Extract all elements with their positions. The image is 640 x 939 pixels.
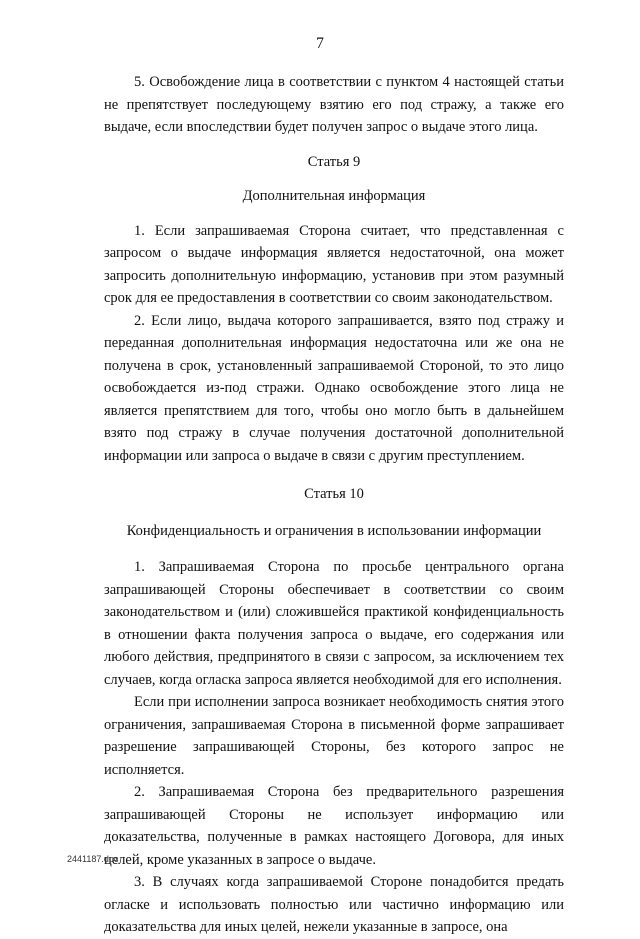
page-number: 7 (316, 35, 324, 52)
document-body (104, 71, 564, 939)
article9-paragraph-1: 1. Если запрашиваемая Сторона считает, что представленная с запросом о выдаче информация является недостаточной, она может запросить дополнительную информацию, установив при этом разумный срок для ее предоставления в соответствии со своим законодательством. (104, 222, 564, 306)
article9-title: Статья 9 (307, 153, 361, 170)
article10-title: Статья 10 (304, 486, 364, 502)
article10-paragraph-3: 3. В случаях когда запрашиваемой Стороне понадобится предать огласке и использовать полностью или частично информацию или доказательства для иных целей, нежели указанные в запросе, она (104, 874, 564, 935)
article10-subtitle: Конфиденциальность и ограничения в использовании информации (126, 522, 542, 539)
article10-paragraph-1: 1. Запрашиваемая Сторона по просьбе центрального органа запрашивающей Стороны обеспечивает в соответствии со своим законодательством и (или) сложившейся практикой конфиденциальность в отношении факта получения запроса о выдаче, его содержания или любого действия, предпринятого в связи с запросом, за исключением тех случаев, когда огласка запроса является необходимой для его исполнения. (104, 559, 564, 688)
article9-paragraph-2: 2. Если лицо, выдача которого запрашивается, взято под стражу и переданная дополнительная информация недостаточна или же она не получена в срок, установленный запрашиваемой Стороной, то это лицо освобождается из-под стражи. Однако освобождение этого лица не является препятствием для того, чтобы оно могло быть в дальнейшем взято под стражу в случае получения достаточной дополнительной информации или запроса о выдаче в связи с другим преступлением. (104, 312, 564, 464)
article9-subtitle: Дополнительная информация (242, 188, 426, 204)
paragraph-article8-item5: 5. Освобождение лица в соответствии с пунктом 4 настоящей статьи не препятствует последующему взятию его под стражу, а также его выдаче, если впоследствии будет получен запрос о выдаче этого лица. (104, 74, 564, 135)
footer-file-name: 2441187.doc (67, 854, 119, 864)
article10-paragraph-2: 2. Запрашиваемая Сторона без предварительного разрешения запрашивающей Стороны не использует информацию или доказательства, полученные в рамках настоящего Договора, для иных целей, кроме указанных в запросе о выдаче. (104, 784, 564, 868)
article10-paragraph-1-continued: Если при исполнении запроса возникает необходимость снятия этого ограничения, запрашиваемая Сторона в письменной форме запрашивает разрешение запрашивающей Стороны, без которого запрос не исполняется. (104, 694, 564, 778)
